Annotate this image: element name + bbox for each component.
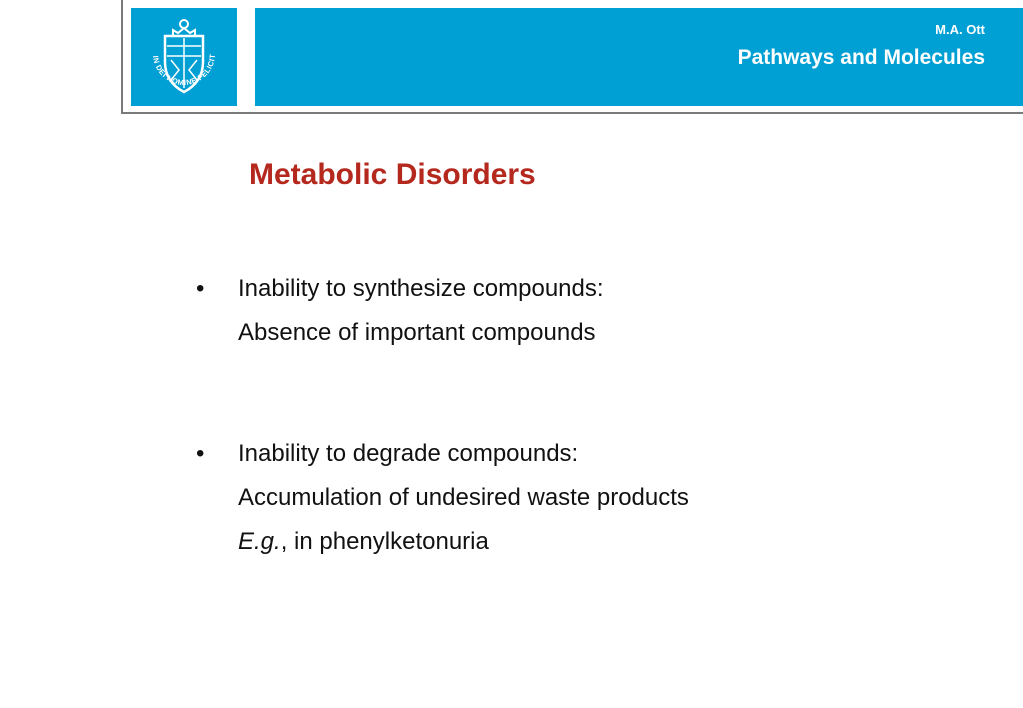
header-frame-left-line (121, 0, 123, 114)
bullet-text: Inability to degrade compounds: (238, 440, 579, 467)
bullet-line (192, 520, 952, 564)
bullet-line (192, 432, 952, 476)
slide-title: Metabolic Disorders (249, 158, 536, 191)
bullet-marker: • (196, 440, 205, 467)
bullet-line (192, 267, 952, 311)
author-name: M.A. Ott (935, 22, 985, 37)
bullet-text: Accumulation of undesired waste products (238, 484, 689, 511)
university-seal-icon (131, 8, 237, 106)
bullet-text: Absence of important compounds (238, 319, 596, 346)
bullet-item (192, 432, 952, 564)
course-title: Pathways and Molecules (737, 46, 985, 69)
example-abbreviation: E.g. (238, 528, 281, 555)
header-title-bar (255, 8, 1023, 106)
university-logo (131, 8, 237, 106)
example-text: , in phenylketonuria (280, 528, 489, 555)
svg-text:IN DEI NOMINE FELICITER: IN DEI NOMINE FELICIT (151, 53, 218, 88)
bullet-text: Inability to synthesize compounds: (238, 275, 604, 302)
header-frame-bottom-line (121, 112, 1023, 114)
bullet-line (192, 476, 952, 520)
bullet-marker: • (196, 275, 205, 302)
bullet-line (192, 311, 952, 355)
bullet-item (192, 267, 952, 355)
